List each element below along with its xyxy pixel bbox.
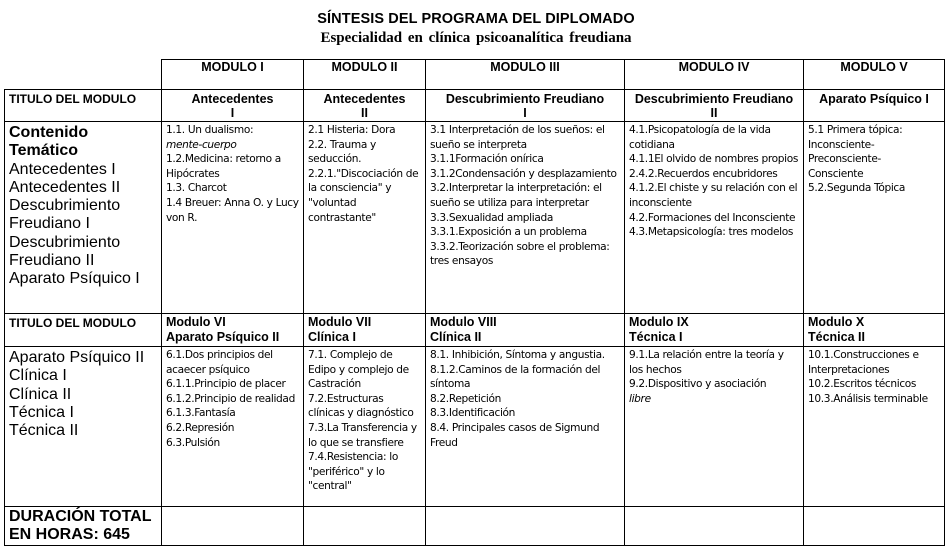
title-line: II <box>710 106 718 120</box>
topic: 6.1.3.Fantasía <box>166 407 236 420</box>
topic: 6.1.2.Principio de realidad <box>166 392 295 405</box>
module-title <box>162 314 304 347</box>
title-line: Modulo VII <box>308 315 372 329</box>
topic: 3.2.Interpretar la interpretación: el sueño se utiliza para interpretar <box>430 182 602 209</box>
topic: 7.1. Complejo de Edipo y complejo de Castración <box>308 349 409 391</box>
label-item: Clínica II <box>9 385 72 403</box>
topic: 8.1. Inhibición, Síntoma y angustia. <box>430 349 605 361</box>
title-line: II <box>361 106 368 120</box>
topic: 3.3.Sexualidad ampliada <box>430 211 554 224</box>
topic: 10.1.Construcciones e Interpretaciones <box>808 349 919 376</box>
program-table <box>4 59 945 546</box>
topic: 4.2.Formaciones del Inconsciente <box>629 211 796 224</box>
title-line: Descubrimiento Freudiano <box>634 92 794 106</box>
label-item: Freudiano I <box>9 215 90 233</box>
title-line: Modulo X <box>808 315 865 329</box>
module-5-content <box>804 122 945 314</box>
module-title <box>304 90 426 122</box>
topic: 1.2.Medicina: retorno a Hipócrates <box>166 153 281 180</box>
empty-corner-cell <box>5 60 162 90</box>
empty-cell <box>162 507 304 546</box>
empty-cell <box>625 507 804 546</box>
empty-cell <box>804 507 945 546</box>
title-line: Antecedentes <box>191 92 274 106</box>
topic: 4.1.Psicopatología de la vida cotidiana <box>629 124 771 151</box>
module-header: MODULO III <box>426 60 625 90</box>
topic: 6.1.1.Principio de placer <box>166 378 286 391</box>
module-title-row-2 <box>5 314 945 347</box>
label-item: Antecedentes II <box>9 178 121 196</box>
topic: 9.2.Dispositivo y asociación <box>629 378 767 391</box>
empty-cell <box>304 507 426 546</box>
label-item: Clínica I <box>9 367 67 385</box>
module-1-content <box>162 122 304 314</box>
module-7-content <box>304 347 426 507</box>
module-8-content <box>426 347 625 507</box>
topic: 3.3.2.Teorización sobre el problema: tres ensayos <box>430 240 610 268</box>
topic: 10.2.Escritos técnicos <box>808 378 917 391</box>
label-item: Aparato Psíquico II <box>9 349 145 366</box>
module-title-row <box>5 90 945 122</box>
module-header: MODULO I <box>162 60 304 90</box>
topic: 3.3.1.Exposición a un problema <box>430 226 587 239</box>
module-title <box>426 90 625 122</box>
thematic-content-label <box>5 347 162 507</box>
topic: 2.1 Histeria: Dora <box>308 124 396 136</box>
module-title <box>426 314 625 347</box>
topic: 6.1.Dos principios del acaecer psíquico <box>166 349 273 376</box>
topic: 8.4. Principales casos de Sigmund Freud <box>430 421 600 449</box>
topic: 4.1.1El olvido de nombres propios 2.4.2.Recuerdos encubridores <box>629 153 798 180</box>
document-title: SÍNTESIS DEL PROGRAMA DEL DIPLOMADO <box>317 11 635 27</box>
module-4-content <box>625 122 804 314</box>
topic: 8.2.Repetición <box>430 392 502 405</box>
content-row-2 <box>5 347 945 507</box>
topic: 4.1.2.El chiste y su relación con el inconsciente <box>629 182 798 209</box>
module-header-row <box>5 60 945 90</box>
label-bold: Temático <box>9 142 79 160</box>
title-line: Modulo VIII <box>430 315 497 329</box>
topic: 1.3. Charcot <box>166 182 227 195</box>
module-3-content <box>426 122 625 314</box>
label-item: Descubrimiento <box>9 233 121 251</box>
topic: 10.3.Análisis terminable <box>808 392 928 405</box>
topic: 3.1 Interpretación de los sueños: el sueño se interpreta <box>430 124 605 151</box>
topic: 6.2.Represión <box>166 421 235 434</box>
label-item: Freudiano II <box>9 252 95 270</box>
duration-line: DURACIÓN TOTAL <box>9 508 152 525</box>
label-item: Antecedentes I <box>9 160 116 178</box>
title-line: Descubrimiento Freudiano <box>445 92 605 106</box>
topic: 2.2.1."Discociación de la consciencia" y "voluntad contrastante" <box>308 167 419 224</box>
title-line: Clínica I <box>308 330 356 344</box>
module-title <box>162 90 304 122</box>
title-line: Técnica I <box>629 330 683 344</box>
topic: 6.3.Pulsión <box>166 436 220 449</box>
total-duration <box>5 507 162 546</box>
topic: 1.1. Un dualismo: <box>166 124 254 136</box>
title-line: Técnica II <box>808 330 865 344</box>
module-title <box>625 314 804 347</box>
title-line: Modulo IX <box>629 315 689 329</box>
empty-cell <box>426 507 625 546</box>
topic: libre <box>629 392 651 405</box>
title-line: Modulo VI <box>166 315 226 329</box>
title-line: I <box>523 106 527 120</box>
duration-line: EN HORAS: 645 <box>9 526 130 543</box>
topic: 7.3.La Transferencia y lo que se transfiere <box>308 421 417 449</box>
row-label: TITULO DEL MODULO <box>5 314 162 347</box>
topic: 4.3.Metapsicología: tres modelos <box>629 226 794 239</box>
topic: 3.1.1Formación onírica <box>430 153 544 166</box>
label-bold: Contenido <box>9 124 89 141</box>
topic: 7.4.Resistencia: lo "periférico" y lo "central" <box>308 451 398 493</box>
title-line: Aparato Psíquico I <box>819 92 929 106</box>
module-header: MODULO II <box>304 60 426 90</box>
label-item: Aparato Psíquico I <box>9 270 140 288</box>
topic: 5.1 Primera tópica: <box>808 124 903 136</box>
label-item: Descubrimiento <box>9 197 121 215</box>
thematic-content-label <box>5 122 162 314</box>
topic: 5.2.Segunda Tópica <box>808 182 906 195</box>
title-line: I <box>230 106 235 120</box>
module-title <box>625 90 804 122</box>
title-line: Antecedentes <box>323 92 406 106</box>
topic: mente-cuerpo <box>166 138 237 151</box>
module-header: MODULO V <box>804 60 945 90</box>
topic: Preconsciente- <box>808 153 881 166</box>
module-6-content <box>162 347 304 507</box>
module-title <box>304 314 426 347</box>
topic: 9.1.La relación entre la teoría y los hechos <box>629 349 784 376</box>
module-header: MODULO IV <box>625 60 804 90</box>
document-subtitle: Especialidad en clínica psicoanalítica freudiana <box>320 30 632 46</box>
row-label: TITULO DEL MODULO <box>5 90 162 122</box>
topic: Consciente <box>808 167 864 180</box>
topic: 1.4 Breuer: Anna O. y Lucy von R. <box>166 196 299 224</box>
title-line: Clínica II <box>430 330 482 344</box>
topic: 8.3.Identificación <box>430 407 516 420</box>
label-item: Técnica I <box>9 403 74 421</box>
title-line: Aparato Psíquico II <box>166 330 280 344</box>
content-row-1 <box>5 122 945 314</box>
module-title <box>804 90 945 122</box>
module-title <box>804 314 945 347</box>
module-2-content <box>304 122 426 314</box>
topic: Inconsciente- <box>808 138 875 151</box>
topic: 7.2.Estructuras clínicas y diagnóstico <box>308 392 414 420</box>
label-item: Técnica II <box>9 422 79 440</box>
topic: 2.2. Trauma y seducción. <box>308 138 376 166</box>
module-10-content <box>804 347 945 507</box>
topic: 8.1.2.Caminos de la formación del síntoma <box>430 363 601 391</box>
module-9-content <box>625 347 804 507</box>
duration-row <box>5 507 945 546</box>
topic: 3.1.2Condensación y desplazamiento <box>430 167 617 180</box>
